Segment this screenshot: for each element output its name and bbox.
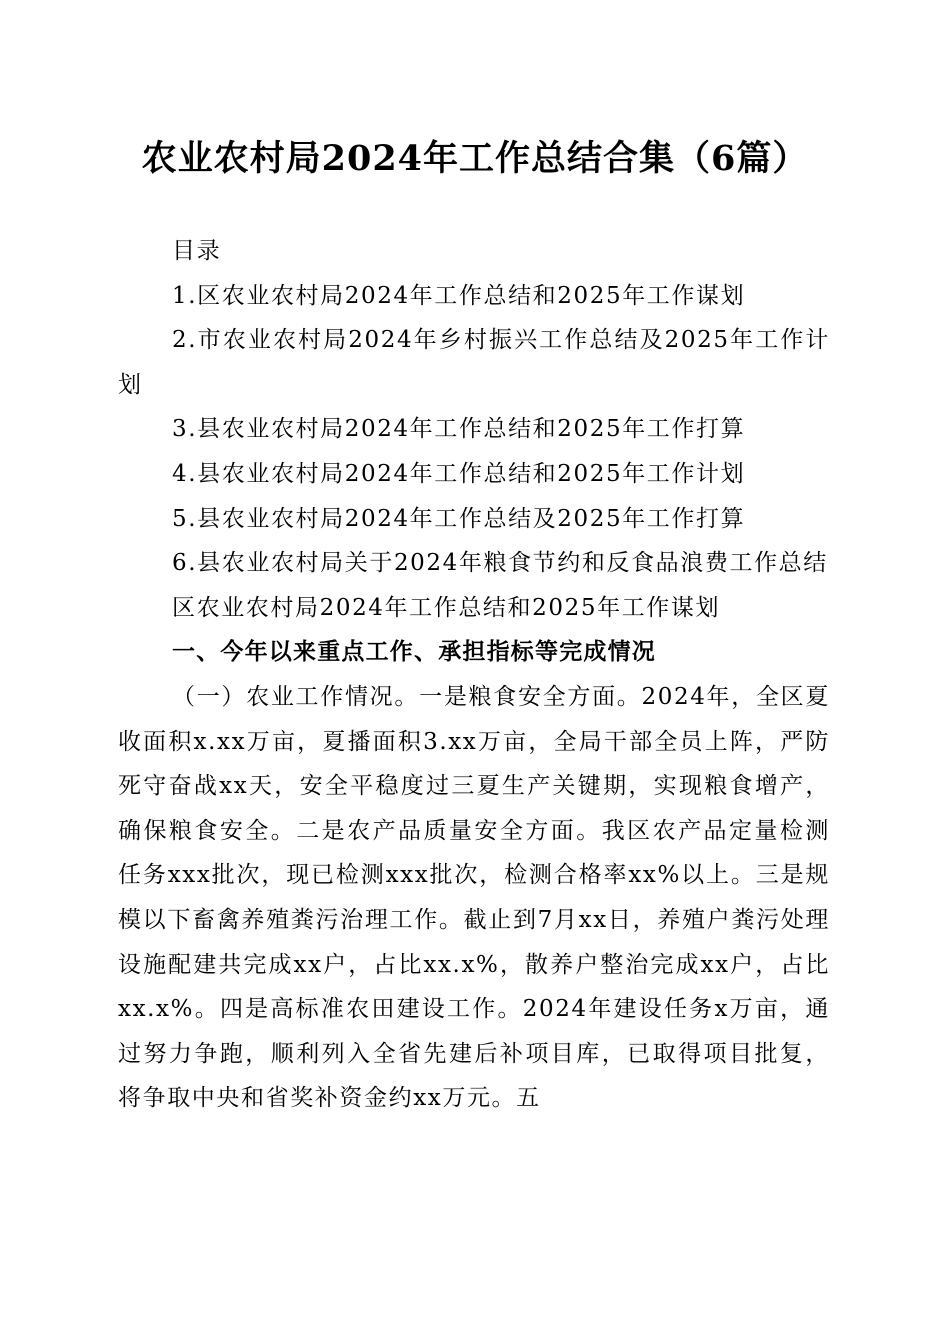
section-title: 区农业农村局2024年工作总结和2025年工作谋划 <box>172 594 721 621</box>
toc-item-1: 1.区农业农村局2024年工作总结和2025年工作谋划 <box>172 282 746 309</box>
body-paragraph: （一）农业工作情况。一是粮食安全方面。2024年，全区夏收面积x.xx万亩，夏播面积3.xx万亩，全局干部全员上阵，严防死守奋战xx天，安全平稳度过三夏生产关键期，实现粮食增产，确保粮食安全。二是农产品质量安全方面。我区农产品定量检测任务xxx批次，现已检测xxx批次，检测合格率xx%以上。三是规模以下畜禽养殖粪污治理工作。截止到7月xx日，养殖户粪污处理设施配建共完成xx户，占比xx.x%，散养户整治完成xx户，占比xx.x%。四是高标准农田建设工作。2024年建设任务x万亩，通过努力争跑，顺利列入全省先建后补项目库，已取得项目批复，将争取中央和省奖补资金约xx万元。五 <box>118 683 830 1112</box>
toc-label: 目录 <box>172 238 222 264</box>
toc-item-2: 2.市农业农村局2024年乡村振兴工作总结及2025年工作计划 <box>118 327 830 398</box>
section-heading: 一、今年以来重点工作、承担指标等完成情况 <box>172 639 656 666</box>
toc-item-6: 6.县农业农村局关于2024年粮食节约和反食品浪费工作总结 <box>172 550 828 577</box>
toc-item-4: 4.县农业农村局2024年工作总结和2025年工作计划 <box>172 460 746 487</box>
document-title: 农业农村局2024年工作总结合集（6篇） <box>141 138 809 179</box>
document-body <box>118 229 830 1121</box>
toc-item-3: 3.县农业农村局2024年工作总结和2025年工作打算 <box>172 416 746 443</box>
toc-item-5: 5.县农业农村局2024年工作总结及2025年工作打算 <box>172 505 746 532</box>
